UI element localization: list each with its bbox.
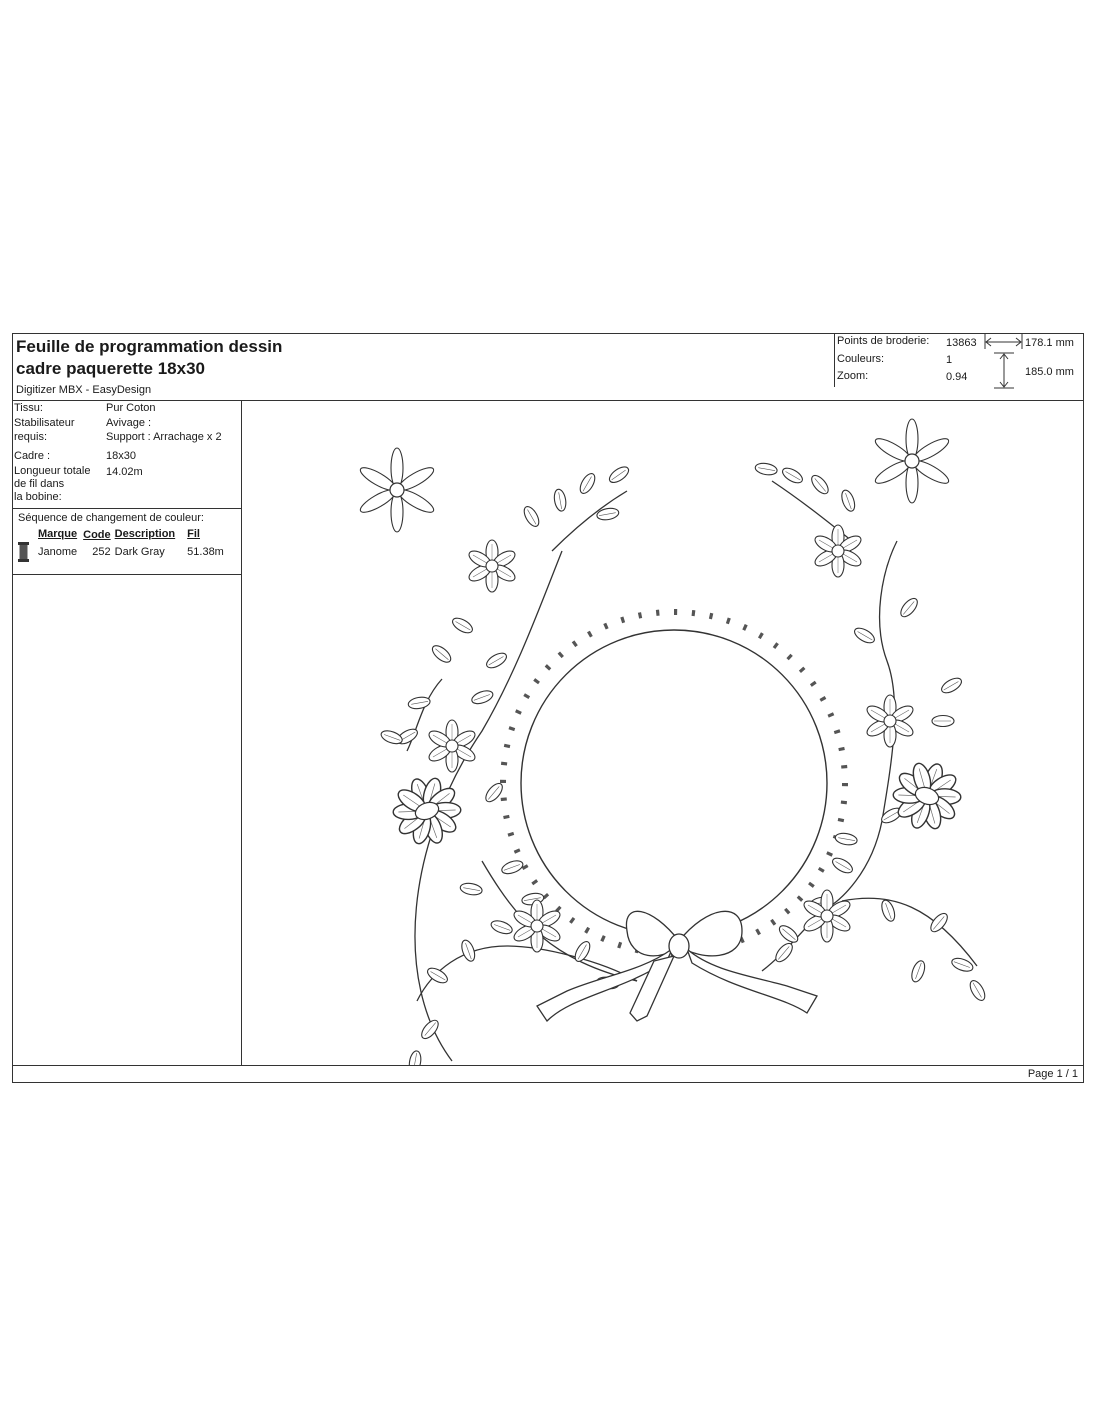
stabilizer-label-2: requis: <box>14 431 48 443</box>
footer-divider <box>12 1065 1084 1066</box>
sequence-col-code: Code <box>83 529 111 541</box>
height-value: 185.0 mm <box>1025 366 1074 378</box>
zoom-label: Zoom: <box>837 370 869 382</box>
sequence-spool-col <box>18 528 34 542</box>
fabric-label: Tissu: <box>14 402 43 414</box>
sheet-left-border <box>12 333 13 1083</box>
frame-value: 18x30 <box>106 450 136 462</box>
sequence-description: Dark Gray <box>114 546 165 558</box>
dimension-arrows-icon <box>984 333 1024 389</box>
sequence-divider <box>12 574 242 575</box>
sequence-thread: 51.38m <box>187 546 224 558</box>
frame-label: Cadre : <box>14 450 51 462</box>
colors-value: 1 <box>946 354 953 366</box>
sheet-title-line2: cadre paquerette 18x30 <box>16 359 205 378</box>
sequence-col-brand: Marque <box>38 528 78 540</box>
sequence-brand: Janome <box>38 546 78 558</box>
stitches-label: Points de broderie: <box>837 335 930 347</box>
central-circle-frame <box>503 612 845 954</box>
sequence-header-row <box>18 528 228 542</box>
stabilizer-value-2: Support : Arrachage x 2 <box>106 431 222 443</box>
sequence-col-thread: Fil <box>187 528 200 540</box>
sheet-title-line1: Feuille de programmation dessin <box>16 337 283 356</box>
bobbin-label-2: de fil dans <box>14 478 65 490</box>
sequence-heading: Séquence de changement de couleur: <box>18 512 204 524</box>
stabilizer-value-1: Avivage : <box>106 417 152 429</box>
bobbin-label-3: la bobine: <box>14 491 62 503</box>
details-divider <box>12 508 242 509</box>
bobbin-label-1: Longueur totale <box>14 465 91 477</box>
software-name: Digitizer MBX - EasyDesign <box>16 384 152 396</box>
embroidery-design-preview <box>242 401 1083 1065</box>
width-value: 178.1 mm <box>1025 337 1074 349</box>
ribbon-bow <box>537 911 817 1021</box>
colors-label: Couleurs: <box>837 353 885 365</box>
stitches-value: 13863 <box>946 337 977 349</box>
bobbin-value: 14.02m <box>106 466 143 478</box>
spool-thread-swatch <box>20 545 28 559</box>
stats-left-border <box>834 333 835 387</box>
color-sequence-table <box>18 528 228 562</box>
page-number: Page 1 / 1 <box>1027 1068 1078 1080</box>
thread-spool-icon <box>18 542 29 562</box>
sequence-code: 252 <box>92 546 111 558</box>
sheet-right-border <box>1083 333 1084 1083</box>
sheet-bottom-border <box>12 1082 1084 1083</box>
programming-sheet <box>12 333 1084 1083</box>
sequence-col-description: Description <box>114 528 176 540</box>
stabilizer-label-1: Stabilisateur <box>14 417 75 429</box>
sequence-row <box>18 542 228 562</box>
fabric-value: Pur Coton <box>106 402 156 414</box>
corner-flowers <box>358 419 952 532</box>
sequence-spool-cell <box>18 542 34 562</box>
zoom-value: 0.94 <box>946 371 968 383</box>
design-stats <box>834 333 1084 387</box>
